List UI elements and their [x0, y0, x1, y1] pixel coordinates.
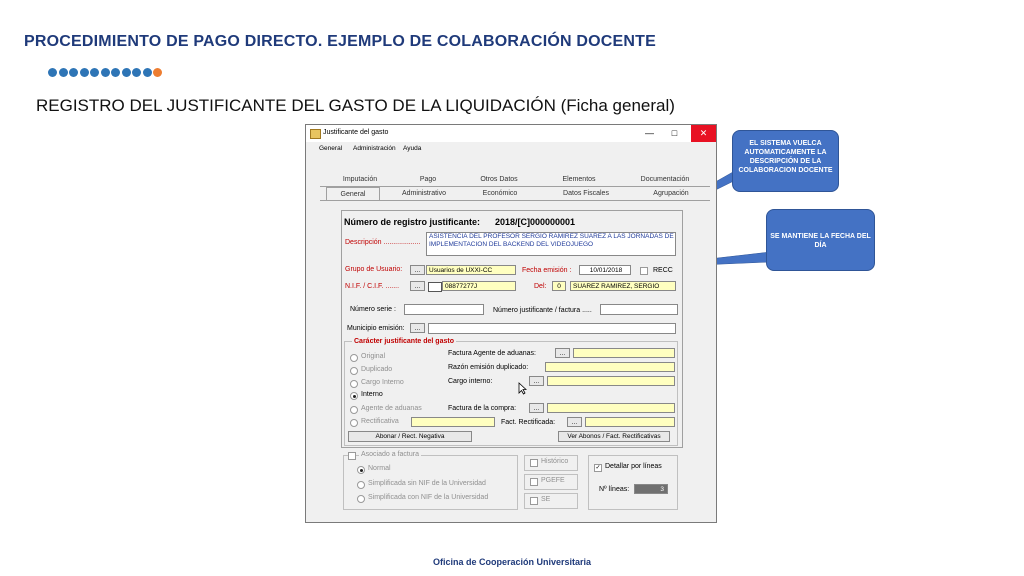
radio-simplificada-sin-nif[interactable] [357, 481, 365, 489]
nif-label: N.I.F. / C.I.F. ....... [345, 283, 400, 290]
factura-compra-lookup[interactable]: ... [529, 403, 544, 413]
tab-otros-datos[interactable]: Otros Datos [480, 176, 518, 183]
mouse-cursor-icon [518, 382, 527, 395]
tab-datos-fiscales[interactable]: Datos Fiscales [563, 190, 609, 197]
slide-title: PROCEDIMIENTO DE PAGO DIRECTO. EJEMPLO DE COLABORACIÓN DOCENTE [24, 33, 657, 50]
factura-compra-label: Factura de la compra: [448, 405, 517, 412]
razon-duplicado-field[interactable] [545, 362, 675, 372]
descripcion-field[interactable]: ASISTENCIA DEL PROFESOR SERGIO RAMIREZ SUAREZ A LAS JORNADAS DE IMPLEMENTACION DEL BACKEND DEL VIDEOJUEGO [426, 232, 676, 256]
caracter-title: Carácter justificante del gasto [354, 338, 454, 345]
recc-checkbox[interactable] [640, 267, 648, 275]
detallar-checkbox[interactable]: ✓ [595, 465, 601, 471]
grupo-usuario-label: Grupo de Usuario: [345, 266, 403, 273]
numero-serie-field[interactable] [404, 304, 484, 315]
del-field[interactable]: 0 [552, 281, 566, 291]
fecha-emision-field[interactable]: 10/01/2018 [579, 265, 631, 275]
cargo-interno-label: Cargo interno: [448, 378, 493, 385]
original-label: Original [361, 353, 386, 360]
window-titlebar [306, 125, 716, 142]
nombre-field[interactable]: SUAREZ RAMIREZ, SERGIO [570, 281, 676, 291]
descripcion-label: Descripción ................... [345, 239, 421, 246]
minimize-button[interactable]: — [645, 128, 654, 138]
radio-cargo-interno[interactable] [350, 380, 358, 388]
menu-bar [306, 142, 716, 156]
se-label: SE [541, 496, 551, 503]
rectificativa-label: Rectificativa [361, 418, 399, 425]
tab-agrupacion[interactable]: Agrupación [653, 190, 689, 197]
detallar-label: Detallar por líneas [605, 463, 662, 470]
radio-simplificada-con-nif[interactable] [357, 495, 365, 503]
municipio-label: Municipio emisión: [347, 325, 405, 332]
num-lineas-field: 3 [634, 484, 668, 494]
slide-subtitle: REGISTRO DEL JUSTIFICANTE DEL GASTO DE LA LIQUIDACIÓN (Ficha general) [36, 96, 675, 115]
registro-label: Número de registro justificante: [344, 217, 481, 227]
historico-label: Histórico [541, 458, 569, 465]
simplificada-con-label: Simplificada con NIF de la Universidad [368, 494, 489, 501]
grupo-lookup-button[interactable]: ... [410, 265, 425, 275]
tab-imputacion[interactable]: Imputación [342, 176, 378, 183]
pgefe-checkbox[interactable] [530, 478, 538, 486]
menu-general[interactable]: General [319, 145, 343, 152]
factura-agente-field[interactable] [573, 348, 675, 358]
factura-agente-label: Factura Agente de aduanas: [448, 350, 536, 357]
radio-duplicado[interactable] [350, 367, 358, 375]
cargo-interno-field[interactable] [547, 376, 675, 386]
ver-abonos-button[interactable]: Ver Abonos / Fact. Rectificativas [558, 431, 670, 442]
radio-normal[interactable] [357, 466, 365, 474]
tab-administrativo[interactable]: Administrativo [402, 190, 446, 197]
tab-elementos[interactable]: Elementos [562, 176, 596, 183]
recc-label: RECC [653, 267, 673, 274]
numero-justificante-label: Número justificante / factura ..... [493, 307, 592, 314]
razon-duplicado-label: Razón emisión duplicado: [448, 364, 529, 371]
municipio-field[interactable] [428, 323, 676, 334]
fact-rectificada-field[interactable] [585, 417, 675, 427]
tab-economico[interactable]: Económico [482, 190, 518, 197]
callout-date: SE MANTIENE LA FECHA DEL DÍA [766, 209, 875, 271]
close-button[interactable]: ✕ [691, 125, 716, 142]
radio-rectificativa[interactable] [350, 419, 358, 427]
fact-rectificada-label: Fact. Rectificada: [501, 419, 556, 426]
se-checkbox[interactable] [530, 497, 538, 505]
nif-field[interactable]: 08877277J [442, 281, 516, 291]
cargo-interno-lookup[interactable]: ... [529, 376, 544, 386]
grupo-usuario-field[interactable]: Usuarios de UXXI-CC [426, 265, 516, 275]
tab-pago[interactable]: Pago [419, 176, 437, 183]
tab-documentacion[interactable]: Documentación [640, 176, 690, 183]
window-title: Justificante del gasto [323, 129, 389, 136]
app-icon [310, 129, 321, 139]
numero-justificante-field[interactable] [600, 304, 678, 315]
asociado-checkbox[interactable] [348, 452, 356, 460]
historico-checkbox[interactable] [530, 459, 538, 467]
numero-serie-label: Número serie : [350, 306, 396, 313]
menu-ayuda[interactable]: Ayuda [403, 145, 422, 152]
factura-compra-field[interactable] [547, 403, 675, 413]
normal-label: Normal [368, 465, 391, 472]
cargo-interno-radio-label: Cargo Interno [361, 379, 404, 386]
municipio-lookup-button[interactable]: ... [410, 323, 425, 333]
radio-interno[interactable] [350, 392, 358, 400]
envelope-icon[interactable] [428, 282, 442, 292]
simplificada-sin-label: Simplificada sin NIF de la Universidad [368, 480, 486, 487]
pgefe-label: PGEFE [541, 477, 565, 484]
asociado-label: Asociado a factura [361, 451, 419, 458]
fact-rectificada-lookup[interactable]: ... [567, 417, 582, 427]
factura-agente-lookup[interactable]: ... [555, 348, 570, 358]
del-label: Del: [534, 283, 547, 290]
nif-lookup-button[interactable]: ... [410, 281, 425, 291]
maximize-button[interactable]: □ [671, 128, 678, 138]
agente-aduanas-label: Agente de aduanas [361, 405, 422, 412]
tab-general[interactable]: General [326, 187, 380, 201]
num-lineas-label: Nº líneas: [599, 486, 630, 493]
callout-description: EL SISTEMA VUELCA AUTOMATICAMENTE LA DESCRIPCIÓN DE LA COLABORACION DOCENTE [732, 130, 839, 192]
menu-administracion[interactable]: Administración [353, 145, 396, 152]
radio-agente-aduanas[interactable] [350, 406, 358, 414]
interno-label: Interno [361, 391, 383, 398]
rectificativa-select[interactable] [411, 417, 495, 427]
abonar-button[interactable]: Abonar / Rect. Negativa [348, 431, 472, 442]
radio-original[interactable] [350, 354, 358, 362]
duplicado-label: Duplicado [361, 366, 393, 373]
fecha-emision-label: Fecha emisión : [522, 267, 572, 274]
registro-value: 2018/[C]000000001 [495, 217, 576, 227]
footer-text: Oficina de Cooperación Universitaria [432, 557, 592, 567]
